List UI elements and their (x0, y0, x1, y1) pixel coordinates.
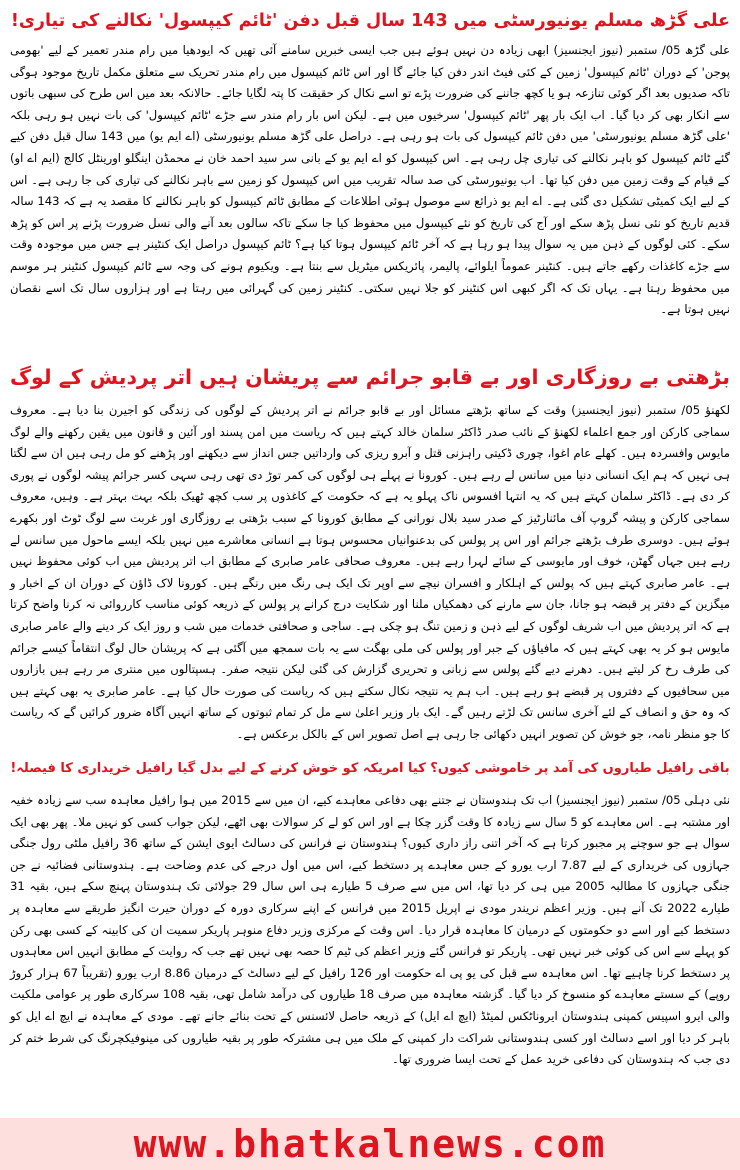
headline-rafale-silence: باقی رافیل طیاروں کی آمد پر خاموشی کیوں؟ کیا امریکہ کو خوش کرنے کے لیے بدل گیا رافیل خریداری کا فیصلہ! (10, 761, 730, 776)
footer-banner (0, 1118, 740, 1170)
footer-website-link[interactable]: www.bhatkalnews.com (133, 1122, 607, 1166)
article-body-rafale-silence: نئی دہلی 05/ ستمبر (نیوز ایجنسیز) اب تک ہندوستان نے جتنے بھی دفاعی معاہدے کیے، ان میں سے 2015 میں ہوا رافیل معاہدہ سب سے زیادہ خفیہ اور مشتبہ ہے۔ اس معاہدے کو 5 سال سے زیادہ کا وقت گزر چکا ہے اور اس کو لے کر سوالات بھی اٹھے، لیکن جواب کسی کو نہیں ملا۔ پھر بھی ایک سوال ہے جو سوچنے پر مجبور کرتا ہے کہ آخر اتنی راز داری کیوں؟ ہندوستان نے فرانس کی دسالٹ ایوی ایشن کے ساتھ 36 رافیل ملٹی رول جنگی جہازوں کی خریداری کے لیے 7.87 ارب یورو کے جس معاہدے پر دستخط کیے، اس میں اول درجے کی عدم وضاحت ہے۔ ہندوستانی فضائیہ نے جن جنگی جہازوں کا مطالبہ 2005 میں ہی کر دیا تھا، اس میں سے صرف 5 طیارے ہی اس سال 29 جولائی تک ہندوستان پہنچ سکے ہیں، بقیہ 31 طیارے 2022 تک آنے ہیں۔ وزیر اعظم نریندر مودی نے اپریل 2015 میں فرانس کے اپنے سرکاری دورہ کے دوران حیرت انگیز طریقے سے معاہدہ پر دستخط کیے اور اسے دو حکومتوں کے درمیان کا معاہدہ قرار دیا۔ اس وقت کے مرکزی وزیر دفاع منوہر پاریکر سمیت ان کی کابینہ کے کسی بھی رکن کو پہلے سے اس کی کوئی خبر نہیں تھی۔ پاریکر تو فرانس گئے وزیر اعظم کی ٹیم کا حصہ بھی نہیں تھے جب کہ روایت کے مطابق انہیں اس معاہدوں پر دستخط کرنا چاہیے تھا۔ اس معاہدہ سے قبل کی یو پی اے حکومت اور 126 رافیل کے لیے دسالٹ کے درمیان 8.86 ارب یورو (تقریباً 67 ہزار کروڑ روپے) کے سستے معاہدے کو منسوخ کر دیا گیا۔ گزشتہ معاہدہ میں صرف 18 طیاروں کی درآمد شامل تھی، بقیہ 108 سرکاری طور پر عوامی ملکیت والی ایرو اسپیس کمپنی ہندوستان ایروناٹکس لمیٹڈ (ایچ اے ایل) کے ذریعہ حاصل لائسنس کے تحت بنائے جانے تھے۔ مودی کے معاہدہ نے ایچ اے ایل کو باہر کر دیا اور اسے دسالٹ اور کسی ہندوستانی شراکت دار کمپنی کے ملک میں ہی مشترکہ طور پر بقیہ طیاروں کی مینوفیکچرنگ کی شرط ختم کر دی جب کہ ہندوستان کی دفاعی خرید عمل کے تحت ایسا ضروری تھا۔ (10, 793, 731, 1067)
headline-up-unemployment-crime: بڑھتی بے روزگاری اور بے قابو جرائم سے پریشان ہیں اتر پردیش کے لوگ (10, 365, 730, 389)
headline-aligarh-time-capsule: علی گڑھ مسلم یونیورسٹی میں 143 سال قبل دفن 'ٹائم کیپسول' نکالنے کی تیاری! (10, 11, 730, 31)
article-body-aligarh-time-capsule: علی گڑھ 05/ ستمبر (نیوز ایجنسیز) ابھی زیادہ دن نہیں ہوئے ہیں جب ایسی خبریں سامنے آئی تھیں کہ ایودھیا میں رام مندر تعمیر کے لیے 'بھومی پوجن' کے دوران 'ٹائم کیپسول' زمین کے کئی فیٹ اندر دفن کیا جائے گا اور اس ٹائم کیپسول میں رام مندر تحریک سے متعلق مکمل تاریخ موجود ہوگی تاکہ صدیوں بعد اگر کوئی تنازعہ ہو یا کچھ جاننے کی ضرورت پڑے تو اسے نکال کر حقیقت کا پتہ لگایا جائے۔ حالانکہ بعد میں اس طرح کی سبھی باتوں سے انکار بھی کر دیا گیا۔ اب ایک بار پھر 'ٹائم کیپسول' سرخیوں میں ہے۔ لیکن اس بار رام مندر سے جڑے 'ٹائم کیپسول' کی بات نہیں ہو رہی بلکہ 'علی گڑھ مسلم یونیورسٹی' میں دفن ٹائم کیپسول کی بات ہو رہی ہے۔ دراصل علی گڑھ مسلم یونیورسٹی (اے ایم یو) میں 143 سال قبل دفن کیے گئے ٹائم کیپسول کو باہر نکالنے کی تیاری چل رہی ہے۔ اس کیپسول کو اے ایم یو کے بانی سر سید احمد خان نے محمڈن اینگلو اورینٹل کالج (ایم اے او) کے قیام کے وقت زمین میں دفن کیا تھا۔ اب یونیورسٹی کی صد سالہ تقریب میں اس کیپسول کو زمین سے باہر نکالنے کی تیاری کی جا رہی ہے۔ اس کے لیے ایک کمیٹی تشکیل دی گئی ہے۔ اے ایم یو ذرائع سے موصول ہوئی اطلاعات کے مطابق ٹائم کیپسول کو باہر نکالنے کا مقصد یہ ہے کہ 143 سالہ قدیم تاریخ کو نئی نسل پڑھ سکے اور آج کی تاریخ کو نئے کیپسول میں محفوظ کیا جا سکے تاکہ سالوں بعد آنے والی نسل ضرورت پڑنے پر اس کو پڑھ سکے۔ کئی لوگوں کے ذہن میں یہ سوال پیدا ہو رہا ہے کہ آخر ٹائم کیپسول ہوتا کیا ہے؟ ٹائم کیپسول دراصل ایک کنٹینر ہے جس میں موجودہ وقت سے جڑے کاغذات رکھے جاتے ہیں۔ کنٹینر عموماً ایلوائے، پالیمر، پائریکس میٹریل سے بنتا ہے۔ ویکیوم ہونے کی وجہ سے ٹائم کیپسول کنٹینر ہر موسم میں محفوظ رہتا ہے۔ یہاں تک کہ اگر کبھی اس کنٹینر کو جلا نہیں سکتی۔ کنٹینر زمین کی گہرائی میں رہتا ہے اور ہزاروں سال تک اسے نقصان نہیں ہوتا ہے۔ (10, 43, 731, 317)
article-body-up-unemployment-crime: لکھنؤ 05/ ستمبر (نیوز ایجنسیز) وقت کے ساتھ بڑھتے مسائل اور بے قابو جرائم نے اتر پردیش کے لوگوں کی زندگی کو اجیرن بنا دیا ہے۔ معروف سماجی کارکن اور جمع اعلماء لکھنؤ کے نائب صدر ڈاکٹر سلمان خالد کہتے ہیں کہ ریاست میں امن پسند اور آئین و قانون میں یقین رکھنے والے لوگ مایوس وافسردہ ہیں۔ کھلے عام اغوا، چوری ڈکیتی راہزنی قتل و آبرو ریزی کی وارداتیں جس انداز سے دیکھنے اور پڑھنے کو مل رہی ہیں ان سے لگتا ہی نہیں کہ ہم ایک انسانی دنیا میں سانس لے رہے ہیں۔ کورونا نے پہلے ہی لوگوں کی کمر توڑ دی تھی رہی سہی کسر جرائم پیشہ لوگوں نے پوری کر دی ہے۔ ڈاکٹر سلمان کہتے ہیں کہ یہ انتہا افسوس ناک پہلو یہ ہے کہ حکومت کے کاغذوں پر سب کچھ ٹھیک بلکہ بہت بہتر ہے۔ وہیں، معروف سماجی کارکن و پیشہ گروپ آف مائنارٹیز کے صدر سید بلال نورانی کے مطابق کورونا کے سبب بڑھتی بے روزگاری اور غربت سے لوگ ٹوٹ اور بکھرے ہوئے ہیں۔ دوسری طرف بڑھتے جرائم اور اس پر پولس کی بدعنوانیاں محسوس ہوتا ہے انسانی معاشرے میں نہیں بلکہ ایسے ماحول میں سانس لے رہے ہیں جہاں گھٹن، خوف اور مایوسی کے سائے لہرا رہے ہیں۔ معروف صحافی عامر صابری کے مطابق اب اتر پردیش میں اب کوئی محفوظ نہیں ہے۔ عامر صابری کہتے ہیں کہ پولس کے اہلکار و افسران نیچے سے اوپر تک ایک ہی رنگ میں رنگے ہیں۔ کورونا لاک ڈاؤن کے دوران ان کے اخبار و میگزین کے دفتر پر قبضہ ہو جانا، جان سے مارنے کی دھمکیاں ملنا اور شکایت درج کرانے پر پولس کے ذریعہ کوئی مناسب کارروائی نہ کرنا واضح کرتا ہے کہ اتر پردیش میں اب شریف لوگوں کے لیے ذہن و زمین تنگ ہو چکی ہے۔ ساجی و صحافتی خدمات میں شب و روز ایک کر دینے والے عامر صابری مایوس ہو کر یہ بھی کہتے ہیں کہ مافیاؤں کے جبر اور پولس کی ملی بھگت سے یہ بات سمجھ میں آگئی ہے کہ پریشان حال لوگ انتقاماً کیسے جرائم کی طرف رخ کر لیتے ہیں۔ دھرنے دیے گئے پولس سے زبانی و تحریری گزارش کی گئی لیکن نتیجہ صفر۔ ہسپتالوں میں منتری مر رہے ہیں بازاروں میں سحافیوں کے دفتروں پر قبضے ہو رہے ہیں۔ اب ہم یہ نتیجہ نکال سکتے ہیں کہ ریاست کی صورت حال کیا ہے۔ عامر صابری یہ بھی کہتے ہیں کہ وہ حق و انصاف کے لئے آخری سانس تک لڑتے رہیں گے۔ ایک بار وزیر اعلیٰ سے مل کر تمام ثبوتوں کے ساتھ انہیں آگاہ ضرور کرائیں گے کہ ریاست کا جو منظر نامہ، جو خوش کن تصویر انہیں دکھائی جا رہی ہے اصل تصویر اس کے بالکل برعکس ہے۔ (10, 403, 730, 741)
